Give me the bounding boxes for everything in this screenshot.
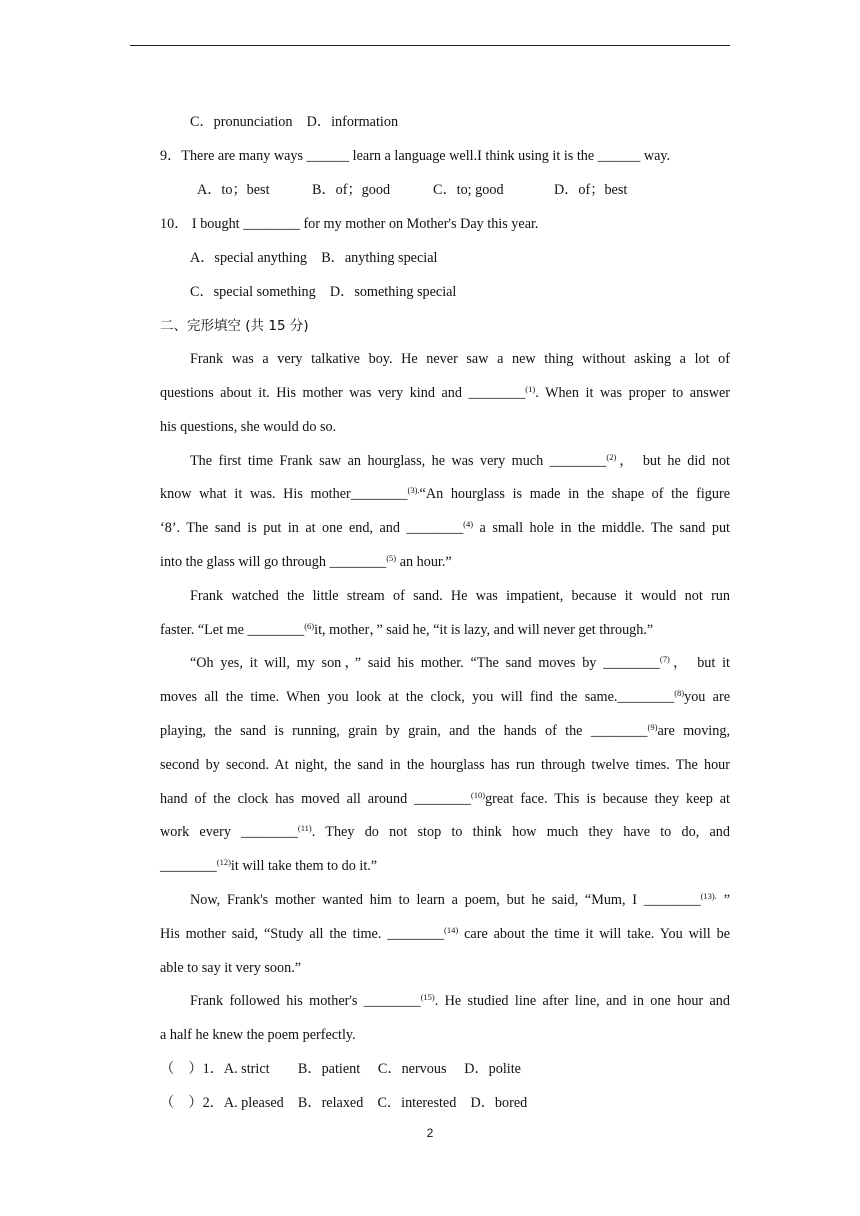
blank-mark: (7) [659,654,670,664]
q9-option-b: B．of；good [312,182,391,198]
passage-line: moves all the time. When you look at the clock, you will find the same.________$^{(8)}$you are [160,688,730,705]
q9-option-c: C．to; good [433,182,504,198]
passage-line: Frank was a very talkative boy. He never saw a new thing without asking a lot of [190,351,730,367]
passage-line: ‘8’. The sand is put in at one end, and ________$^{(4)}$ a small hole in the middle. The sand put [160,519,730,536]
passage-line: his questions, she would do so. [160,419,337,435]
passage-line: work every ________$^{(11)}$. They do not stop to think how much they have to do, and [160,823,730,840]
blank-mark: (9) [647,722,658,732]
q9-option-d: D．of；best [554,182,628,198]
passage-line: The first time Frank saw an hourglass, he was very much ________$^{(2)}$， but he did not [190,452,730,469]
blank-mark: (14) [444,925,459,935]
passage-line: His mother said, “Study all the time. ________$^{(14)}$ care about the time it will take. You will be [160,925,730,942]
passage-line: into the glass will go through ________$^{(5)}$ an hour.” [160,553,452,570]
passage-line: playing, the sand is running, grain by grain, and the hands of the ________$^{(9)}$are moving, [160,722,730,739]
q8-options-cont: C．pronunciation D．information [190,114,399,130]
passage-line: questions about it. His mother was very kind and ________$^{(1)}$. When it was proper to answer [160,384,730,401]
blank-mark: (4) [463,519,474,529]
blank-mark: (10) [470,790,486,800]
blank-mark: (11) [297,823,312,833]
blank-mark: (5) [386,553,397,563]
passage-line: Frank followed his mother's ________$^{(15)}$. He studied line after line, and in one hour and [190,992,730,1009]
section-title: 二、完形填空 (共 15 分) [160,318,309,334]
passage-line: faster. “Let me ________$^{(6)}$it, mother，” said he, “it is lazy, and will never get through.” [160,621,654,638]
q10-stem: 10． I bought ________ for my mother on Mother's Day this year. [160,216,539,232]
q10-options-row2: C．special something D．something special [190,284,457,300]
passage-line: hand of the clock has moved all around ________$^{(10)}$great face. This is because they keep at [160,790,730,807]
passage-line: second by second. At night, the sand in the hourglass has run through twelve times. The hour [160,757,730,773]
header-rule [130,45,730,46]
cloze-question-2: （ ）2．A. pleased B．relaxed C．interested D．bored [160,1095,528,1111]
cloze-question-1: （ ）1．A. strict B．patient C．nervous D．polite [160,1061,521,1077]
blank-mark: (3). [407,485,420,495]
passage-line: know what it was. His mother________$^{(3).}$“An hourglass is made in the shape of the figure [160,485,730,502]
q9-option-a: A．to；best [197,182,270,198]
blank-mark: (13). [700,891,717,901]
blank-mark: (1) [525,384,536,394]
q10-options-row1: A．special anything B．anything special [190,250,438,266]
blank-mark: (15) [420,992,435,1002]
passage-line: ________$^{(12)}$it will take them to do it.” [160,857,378,874]
blank-mark: (2) [606,452,617,462]
blank-mark: (12) [216,857,231,867]
blank-mark: (8) [674,688,685,698]
q9-stem: 9．There are many ways ______ learn a language well.I think using it is the ______ way. [160,148,671,164]
q9-options [197,180,767,200]
blank-mark: (6) [304,621,315,631]
passage-line: “Oh yes, it will, my son，” said his mother. “The sand moves by ________$^{(7)}$， but it [190,654,730,671]
page-number: 2 [426,1126,434,1140]
passage-line: a half he knew the poem perfectly. [160,1027,356,1043]
passage-line: Now, Frank's mother wanted him to learn a poem, but he said, “Mum, I ________$^{(13).}$ ” [190,891,730,908]
passage-line: able to say it very soon.” [160,960,302,976]
passage-line: Frank watched the little stream of sand. He was impatient, because it would not run [190,588,730,604]
